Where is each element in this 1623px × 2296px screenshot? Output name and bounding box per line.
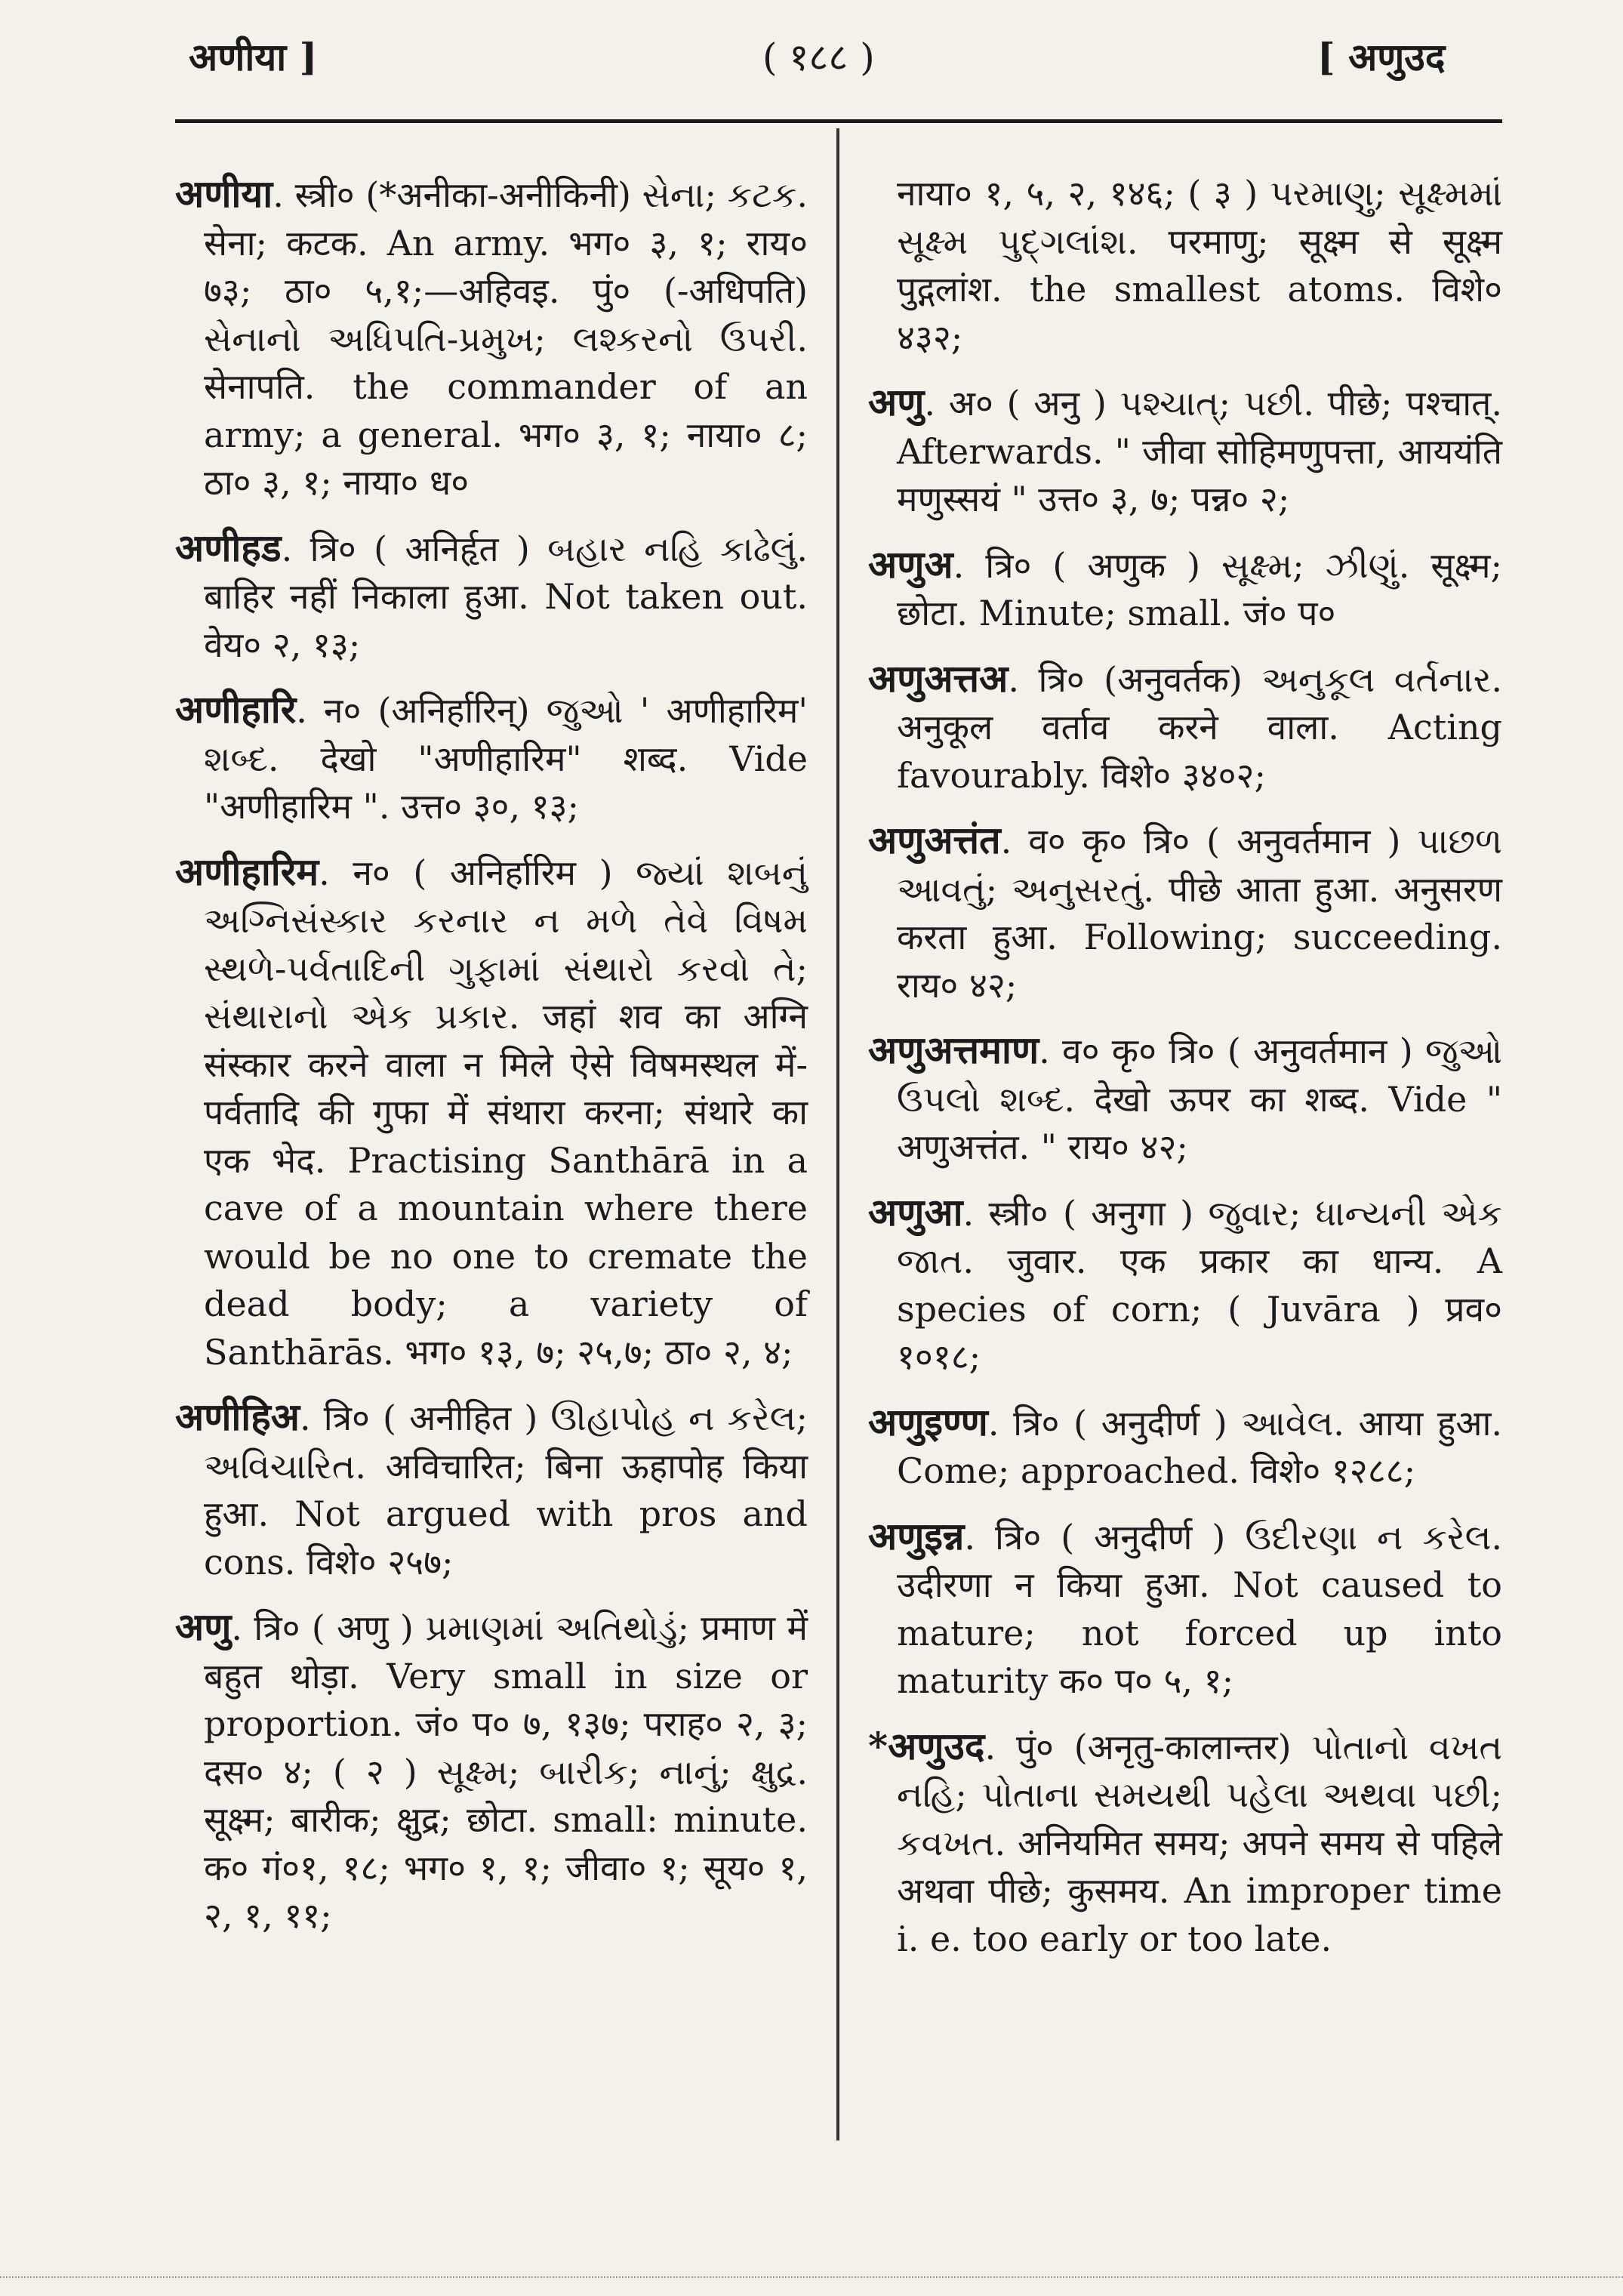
- right-column: [868, 170, 1502, 1980]
- dictionary-entry: अणुअत्तअ. त्रि० (अनुवर्तक) અનુકૂલ વર્તનાર. अनुकूल वर्ताव करने वाला. Acting favourably. विशे० ३४०२;: [868, 655, 1502, 796]
- entry-headword: अणु: [175, 1604, 232, 1649]
- dictionary-entry: *अणुउद. पुं० (अनृतु-कालान्तर) પોતાનો વખત નહિ; પોતાના સમયથી પહેલા અથવા પછી; કવખત. अनियमित समय; अपने समय से पहिले अथवा पीछे; कुसमय. An improper time i. e. too early or too late.: [868, 1723, 1502, 1959]
- entry-text: व० कृ० त्रि० ( अनुवर्तमान ) પાછળ આવતું; અનુસરતું. पीछे आता हुआ. अनुसरण करता हुआ. Following; succeeding. राय० ४२;: [897, 821, 1502, 1006]
- entry-text: त्रि० ( अणुक ) સૂક્ષ્મ; ઝીણું. सूक्ष्म; छोटा. Minute; small. जं० प०: [897, 544, 1502, 633]
- dictionary-entry: अणुआ. स्त्री० ( अनुगा ) જુવાર; ધાન્યની એક જાત. जुवार. एक प्रकार का धान्य. A species of corn; ( Juvāra ) प्रव० १०१८;: [868, 1189, 1502, 1377]
- dictionary-entry: अणु. अ० ( अनु ) પશ્ચાત્; પછી. पीछे; पश्चात्. Afterwards. " जीवा सोहिमणुपत्ता, आययंति मणुस्सयं " उत्त० ३, ७; पन्न० २;: [868, 380, 1502, 519]
- dictionary-entry: अणीहारिम. न० ( अनिर्हारिम ) જ્યાં શબનું અગ્નિસંસ્કાર કરનાર ન મળે તેવે વિષમ સ્થળે-પર્વતાદિની ગુફામાં સંથારો કરવો તે; સંથારાનો એક પ્રકાર. जहां शव का अग्नि संस्कार करने वाला न मिले ऐसे विषमस्थल में-पर्वतादि की गुफा में संथारा करना; संथारे का एक भेद. Practising Santhārā in a cave of a mountain where there would be no one to cremate the dead body; a variety of Santhārās. भग० १३, ७; २५,७; ठा० २, ४;: [175, 849, 808, 1373]
- entry-headword: अणुइण्ण: [868, 1399, 988, 1444]
- entry-text: त्रि० ( अनुदीर्ण ) આવેલ. आया हुआ. Come; approached. विशे० १२८८;: [897, 1402, 1502, 1491]
- entry-text: स्त्री० ( अनुगा ) જુવાર; ધાન્યની એક જાત. जुवार. एक प्रकार का धान्य. A species of corn; ( Juvāra ) प्रव० १०१८;: [897, 1192, 1502, 1377]
- entry-headword: अणुअत्तअ: [868, 655, 1009, 701]
- entry-headword: अणुअत्तंत: [868, 818, 1001, 862]
- entry-text: अ० ( अनु ) પશ્ચાત્; પછી. पीछे; पश्चात्. Afterwards. " जीवा सोहिमणुपत्ता, आययंति मणुस्सयं " उत्त० ३, ७; पन्न० २;: [897, 383, 1502, 519]
- entry-text: न० (अनिर्हारिन्) જુઓ ' अणीहारिम' શબ્દ. देखो "अणीहारिम" शब्द. Vide "अणीहारिम ". उत्त० ३०, १३;: [204, 690, 808, 827]
- dictionary-entry: अणीहारि. न० (अनिर्हारिन्) જુઓ ' अणीहारिम' શબ્દ. देखो "अणीहारिम" शब्द. Vide "अणीहारिम ". उत्त० ३०, १३;: [175, 687, 808, 827]
- entry-headword: अणीहारि: [175, 687, 297, 732]
- page-bottom-edge: [0, 2276, 1623, 2279]
- dictionary-entry: अणु. त्रि० ( अणु ) પ્રમાણમાં અતિથોડું; प्रमाण में बहुत थोड़ा. Very small in size or proportion. जं० प० ७, १३७; पराह० २, ३; दस० ४; ( २ ) સૂક્ષ્મ; બારીક; નાનું; ક્ષુદ્ર. सूक्ष्म; बारीक; क्षुद्र; छोटा. small: minute. क० गं०१, १८; भग० १, १; जीवा० १; सूय० १, २, १, ११;: [175, 1604, 808, 1936]
- entry-text: त्रि० ( अनिर्हृत ) બહાર નહિ કાઢેલું. बाहिर नहीं निकाला हुआ. Not taken out. वेय० २, १३;: [204, 528, 808, 665]
- entry-text: व० कृ० त्रि० ( अनुवर्तमान ) જુઓ ઉપલો શબ્દ. देखो ऊपर का शब्द. Vide " अणुअत्तंत. " राय० ४२;: [897, 1031, 1502, 1167]
- entry-text: न० ( अनिर्हारिम ) જ્યાં શબનું અગ્નિસંસ્કાર કરનાર ન મળે તેવે વિષમ સ્થળે-પર્વતાદિની ગુફામાં સંથારો કરવો તે; સંથારાનો એક પ્રકાર. जहां शव का अग्नि संस्कार करने वाला न मिले ऐसे विषमस्थल में-पर्वतादि की गुफा में संथारा करना; संथारे का एक भेद. Practising Santhārā in a cave of a mountain where there would be no one to cremate the dead body; a variety of Santhārās. भग० १३, ७; २५,७; ठा० २, ४;: [204, 852, 808, 1373]
- header-right-guideword: [ अणुउद: [1317, 35, 1446, 79]
- dictionary-entry: अणीहिअ. त्रि० ( अनीहित ) ઊહાપોહ ન કરેલ; અવિચારિત. अविचारित; बिना ऊहापोह किया हुआ. Not argued with pros and cons. विशे० २५७;: [175, 1395, 808, 1583]
- entry-text: स्त्री० (*अनीका-अनीकिनी) સેના; કટક. सेना; कटक. An army. भग० ३, १; राय० ७३; ठा० ५,१;—अहिवइ. पुं० (-अधिपति) સેનાનો અધિપતિ-પ્રમુખ; લશ્કરનો ઉપરી. सेनापति. the commander of an army; a general. भग० ३, १; नाया० ८; ठा० ३, १; नाया० ध०: [204, 174, 808, 503]
- entry-text: त्रि० ( अणु ) પ્રમાણમાં અતિથોડું; प्रमाण में बहुत थोड़ा. Very small in size or proportion. जं० प० ७, १३७; पराह० २, ३; दस० ४; ( २ ) સૂક્ષ્મ; બારીક; નાનું; ક્ષુદ્ર. सूक्ष्म; बारीक; क्षुद्र; छोटा. small: minute. क० गं०१, १८; भग० १, १; जीवा० १; सूय० १, २, १, ११;: [204, 1607, 808, 1936]
- entry-headword: अणुअ: [868, 541, 953, 587]
- entry-headword: अणुअत्तमाण: [868, 1028, 1039, 1072]
- entry-text: त्रि० (अनुवर्तक) અનુકૂલ વર્તનાર. अनुकूल वर्ताव करने वाला. Acting favourably. विशे० ३४०२;: [897, 658, 1502, 796]
- page-number: ( १८८ ): [762, 35, 875, 79]
- dictionary-entry: अणुअ. त्रि० ( अणुक ) સૂક્ષ્મ; ઝીણું. सूक्ष्म; छोटा. Minute; small. जं० प०: [868, 541, 1502, 633]
- dictionary-entry: अणीहड. त्रि० ( अनिर्हृत ) બહાર નહિ કાઢેલું. बाहिर नहीं निकाला हुआ. Not taken out. वेय० २, १३;: [175, 525, 808, 665]
- entry-text: पुं० (अनृतु-कालान्तर) પોતાનો વખત નહિ; પોતાના સમયથી પહેલા અથવા પછી; કવખત. अनियमित समय; अपने समय से पहिले अथवा पीछे; कुसमय. An improper time i. e. too early or too late.: [897, 1726, 1502, 1959]
- dictionary-entry-continuation: [868, 170, 1502, 362]
- entry-headword: अणु: [868, 380, 925, 424]
- entry-headword: अणुइन्न: [868, 1513, 965, 1558]
- header-rule: [175, 119, 1502, 123]
- entry-text: त्रि० ( अनुदीर्ण ) ઉદીરણા ન કરેલ. उदीरणा न किया हुआ. Not caused to mature; not forced up into maturity क० प० ५, १;: [897, 1516, 1503, 1701]
- entry-text: त्रि० ( अनीहित ) ઊહાપોહ ન કરેલ; અવિચારિત. अविचारित; बिना ऊहापोह किया हुआ. Not argued with pros and cons. विशे० २५७;: [204, 1398, 808, 1583]
- dictionary-entry: अणुअत्तंत. व० कृ० त्रि० ( अनुवर्तमान ) પાછળ આવતું; અનુસરતું. पीछे आता हुआ. अनुसरण करता हुआ. Following; succeeding. राय० ४२;: [868, 818, 1502, 1006]
- entry-headword: अणुआ: [868, 1189, 963, 1234]
- dictionary-entry: अणीया. स्त्री० (*अनीका-अनीकिनी) સેના; કટક. सेना; कटक. An army. भग० ३, १; राय० ७३; ठा० ५,१;—अहिवइ. पुं० (-अधिपति) સેનાનો અધિપતિ-પ્રમુખ; લશ્કરનો ઉપરી. सेनापति. the commander of an army; a general. भग० ३, १; नाया० ८; ठा० ३, १; नाया० ध०: [175, 171, 808, 503]
- entry-headword: अणीहारिम: [175, 849, 319, 894]
- entry-headword: अणीया: [175, 171, 273, 216]
- dictionary-entry: अणुइण्ण. त्रि० ( अनुदीर्ण ) આવેલ. आया हुआ. Come; approached. विशे० १२८८;: [868, 1399, 1502, 1491]
- dictionary-entry: अणुअत्तमाण. व० कृ० त्रि० ( अनुवर्तमान ) જુઓ ઉપલો શબ્દ. देखो ऊपर का शब्द. Vide " अणुअत्तंत. " राय० ४२;: [868, 1028, 1502, 1167]
- entry-headword: अणीहड: [175, 525, 282, 570]
- left-column: [175, 170, 808, 1957]
- entry-headword: अणीहिअ: [175, 1395, 300, 1439]
- dictionary-entry: अणुइन्न. त्रि० ( अनुदीर्ण ) ઉદીરણા ન કરેલ. उदीरणा न किया हुआ. Not caused to mature; not forced up into maturity क० प० ५, १;: [868, 1513, 1503, 1701]
- entry-text: नाया० १, ५, २, १४६; ( ३ ) પરમાણુ; સૂક્ષ્મમાં સૂક્ષ્મ પુદ્ગલાંશ. परमाणु; सूक्ष्म से सूक्ष्म पुद्गलांश. the smallest atoms. विशे० ४३२;: [897, 173, 1502, 358]
- entry-headword: *अणुउद: [868, 1723, 985, 1768]
- column-divider: [836, 128, 839, 2140]
- header-left-guideword: अणीया ]: [189, 35, 318, 79]
